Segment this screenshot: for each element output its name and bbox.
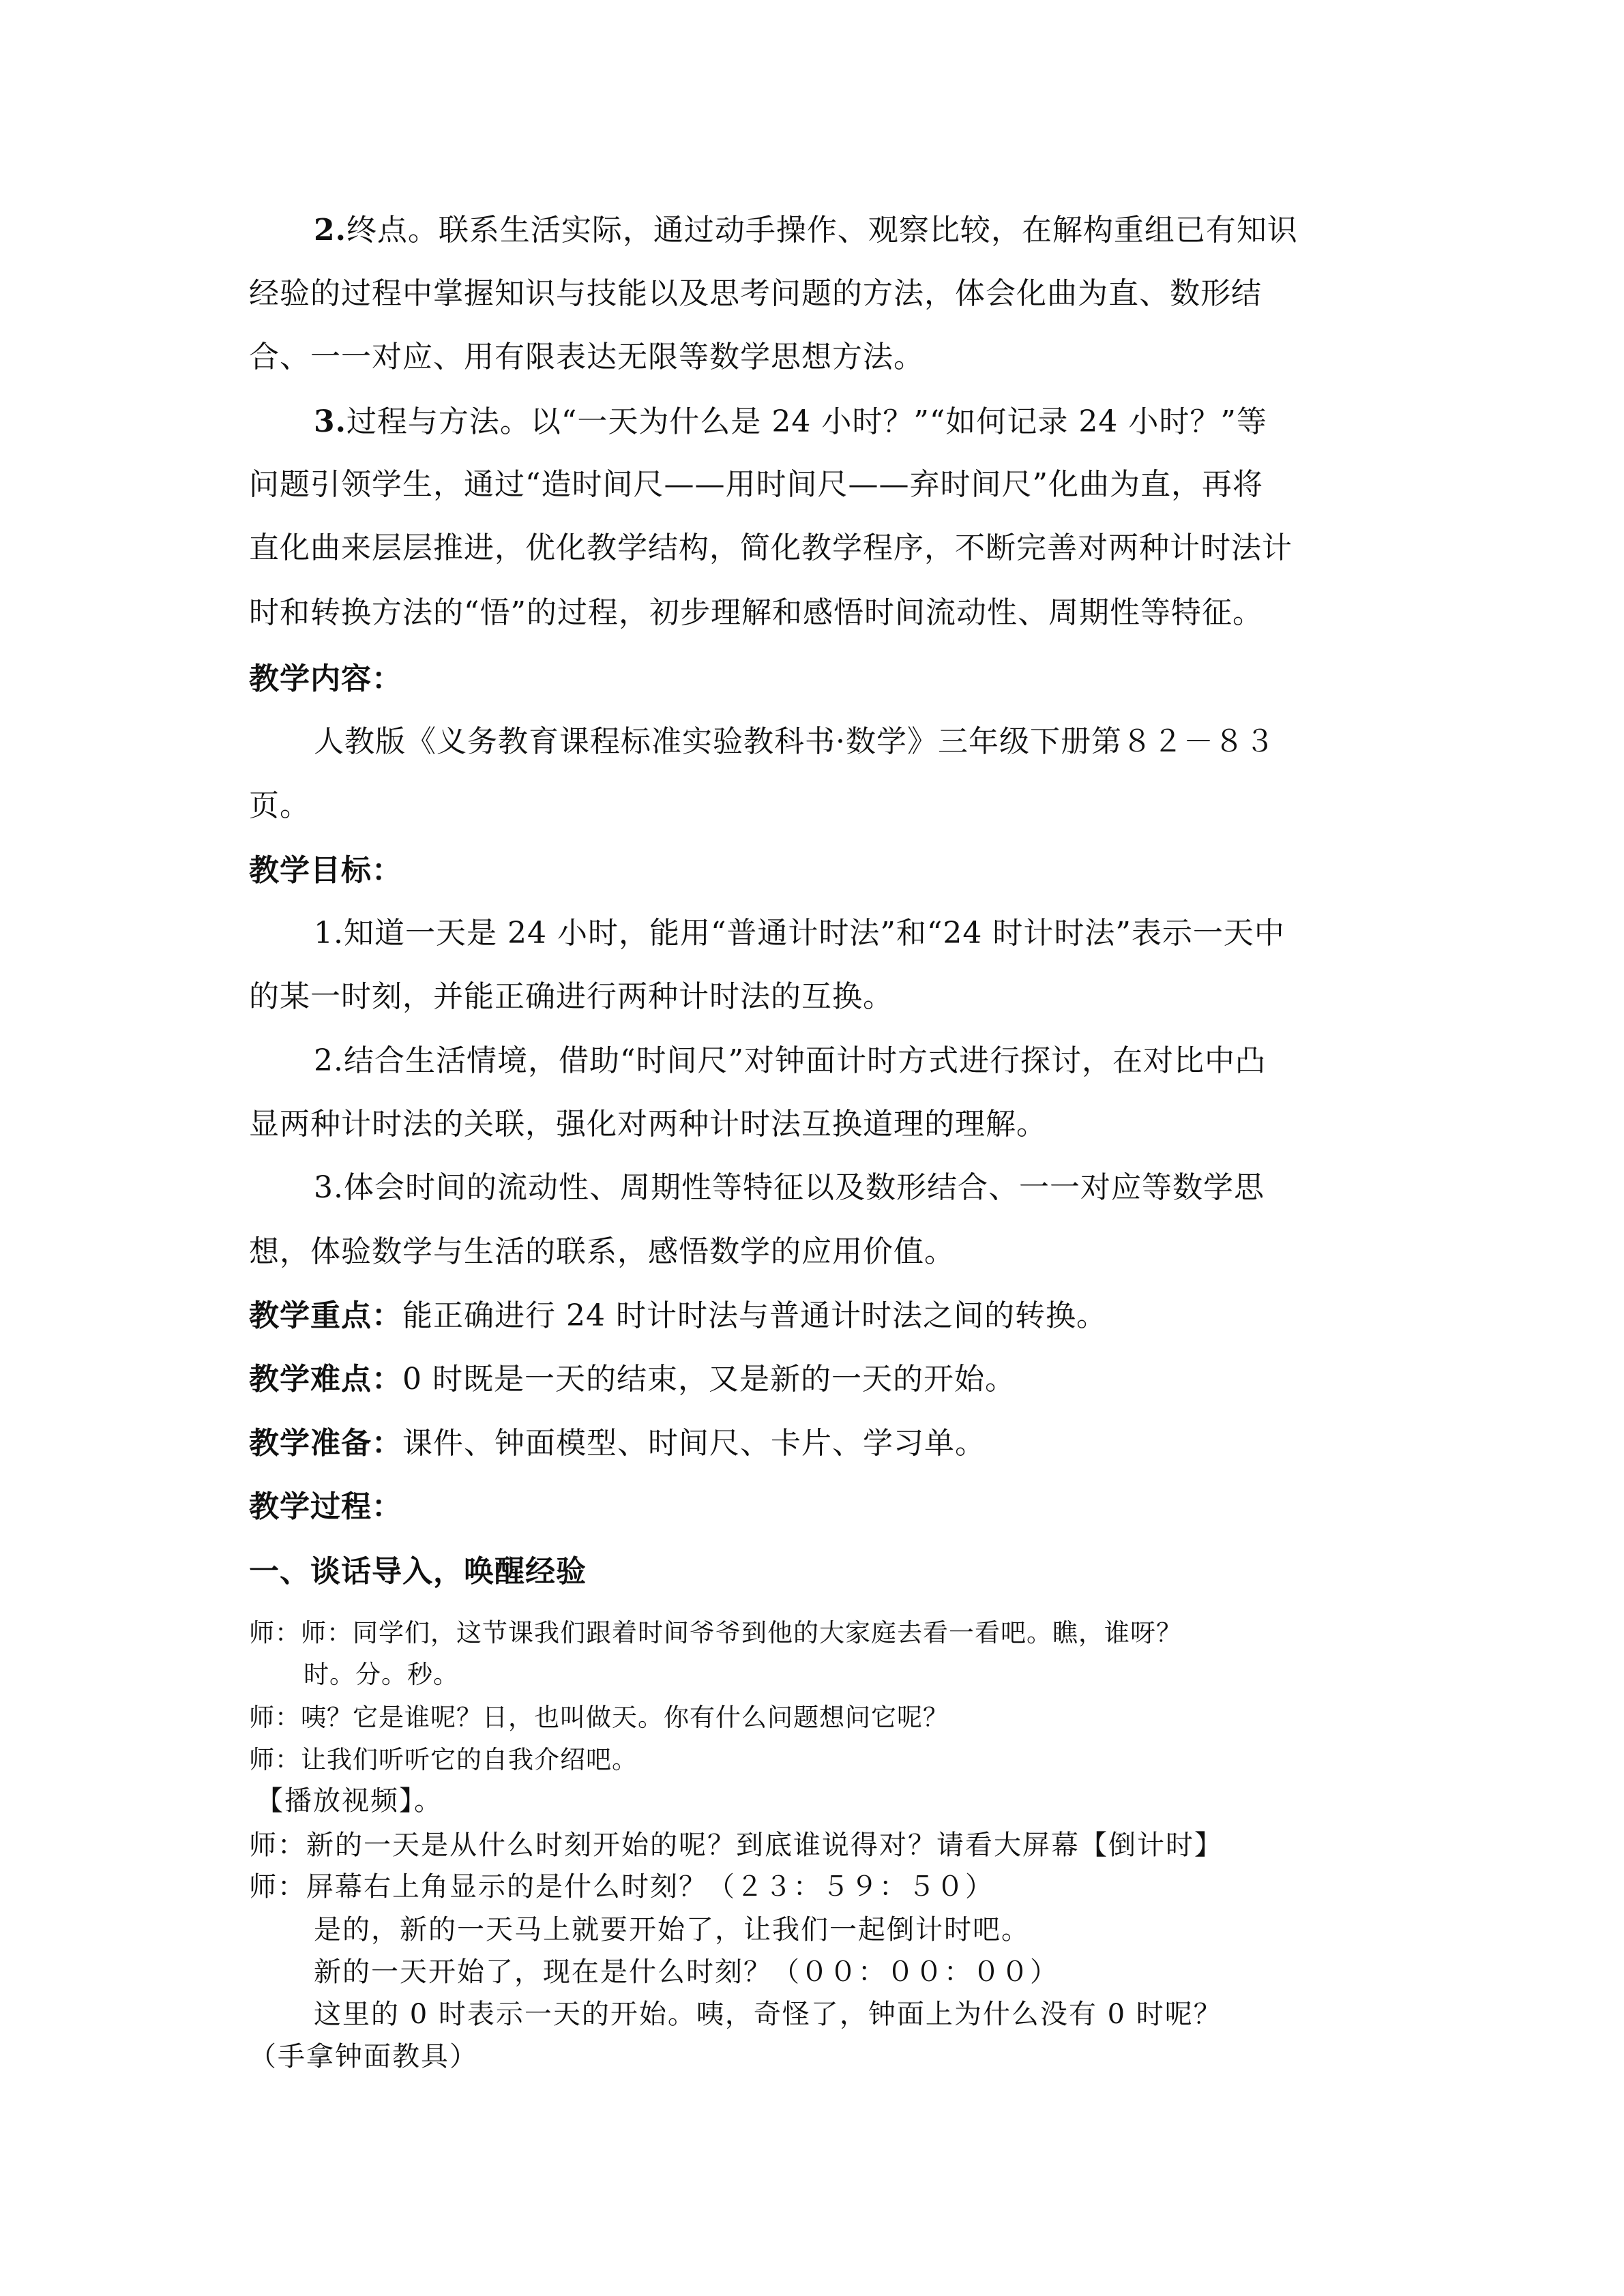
key-point-line [249, 1298, 1107, 1334]
dialogue-line: 新的一天开始了，现在是什么时刻？（００：００：００） [314, 1956, 1059, 1988]
difficulty-text: 0 时既是一天的结束，又是新的一天的开始。 [402, 1362, 1016, 1397]
section-heading-content: 教学内容： [249, 661, 402, 696]
difficulty-label: 教学难点： [249, 1362, 402, 1397]
section-heading-intro: 一、谈话导入，唤醒经验 [249, 1554, 587, 1589]
dialogue-line: 师：咦？它是谁呢？日，也叫做天。你有什么问题想问它呢？ [249, 1703, 949, 1732]
dialogue-line: （手拿钟面教具） [249, 2041, 478, 2072]
paragraph-line: 3.体会时间的流动性、周期性等特征以及数形结合、一一对应等数学思 [314, 1170, 1265, 1205]
paragraph-line: 想，体验数学与生活的联系，感悟数学的应用价值。 [249, 1234, 955, 1269]
dialogue-line: 师：屏幕右上角显示的是什么时刻？（２３：５９：５０） [249, 1871, 994, 1903]
dialogue-line: 【播放视频】。 [256, 1785, 443, 1817]
key-point-text: 能正确进行 24 时计时法与普通计时法之间的转换。 [402, 1298, 1107, 1333]
list-number: 2. [314, 213, 346, 248]
paragraph-line: 2.结合生活情境，借助“时间尺”对钟面计时方式进行探讨，在对比中凸 [314, 1043, 1266, 1078]
paragraph-line: 直化曲来层层推进，优化教学结构，简化教学程序，不断完善对两种计时法计 [249, 531, 1293, 565]
dialogue-line: 师：让我们听听它的自我介绍吧。 [249, 1745, 638, 1774]
paragraph-line: 时和转换方法的“悟”的过程，初步理解和感悟时间流动性、周期性等特征。 [249, 595, 1263, 630]
difficulty-line [249, 1362, 1016, 1397]
key-point-label: 教学重点： [249, 1298, 402, 1333]
list-number: 3. [314, 404, 346, 439]
section-heading-process: 教学过程： [249, 1489, 402, 1524]
paragraph-text: 终点。联系生活实际，通过动手操作、观察比较，在解构重组已有知识 [346, 213, 1298, 248]
paragraph-line: 1.知道一天是 24 小时，能用“普通计时法”和“24 时计时法”表示一天中 [314, 916, 1285, 951]
paragraph-line: 经验的过程中掌握知识与技能以及思考问题的方法，体会化曲为直、数形结 [249, 276, 1262, 311]
preparation-label: 教学准备： [249, 1426, 402, 1461]
dialogue-line: 是的，新的一天马上就要开始了，让我们一起倒计时吧。 [314, 1914, 1030, 1945]
dialogue-line: 师：师：同学们，这节课我们跟着时间爷爷到他的大家庭去看一看吧。瞧，谁呀？ [249, 1618, 1182, 1648]
paragraph-line: 人教版《义务教育课程标准实验教科书·数学》三年级下册第８２－８３ [314, 724, 1275, 759]
dialogue-line: 师：新的一天是从什么时刻开始的呢？到底谁说得对？请看大屏幕【倒计时】 [249, 1830, 1223, 1861]
section-heading-goals: 教学目标： [249, 853, 402, 888]
preparation-text: 课件、钟面模型、时间尺、卡片、学习单。 [402, 1426, 986, 1461]
paragraph-line: 显两种计时法的关联，强化对两种计时法互换道理的理解。 [249, 1107, 1047, 1142]
paragraph-line: 问题引领学生，通过“造时间尺——用时间尺——弃时间尺”化曲为直，再将 [249, 467, 1263, 502]
paragraph-line: 的某一时刻，并能正确进行两种计时法的互换。 [249, 979, 894, 1014]
dialogue-line: 时。分。秒。 [304, 1660, 459, 1689]
preparation-line [249, 1426, 986, 1461]
paragraph-line [314, 404, 1267, 440]
paragraph-line: 合、一一对应、用有限表达无限等数学思想方法。 [249, 340, 924, 374]
paragraph-line [314, 213, 1298, 248]
paragraph-text: 过程与方法。以“一天为什么是 24 小时？”“如何记录 24 小时？”等 [346, 404, 1267, 439]
paragraph-line: 页。 [249, 788, 310, 823]
dialogue-line: 这里的 0 时表示一天的开始。咦，奇怪了，钟面上为什么没有 0 时呢？ [314, 1999, 1222, 2030]
